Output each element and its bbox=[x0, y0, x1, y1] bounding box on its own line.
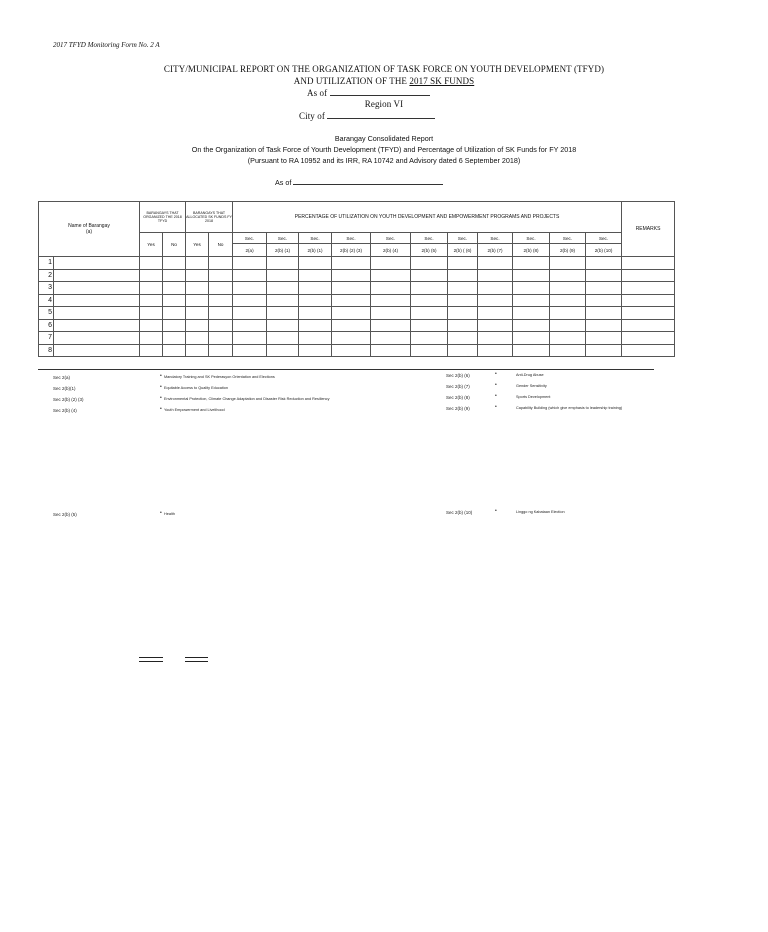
data-cell[interactable] bbox=[267, 332, 299, 345]
data-cell[interactable] bbox=[209, 269, 233, 282]
data-cell[interactable] bbox=[209, 332, 233, 345]
table-row bbox=[39, 319, 675, 332]
legend-description: Youth Empowerment and Livelihood bbox=[164, 408, 225, 412]
data-cell[interactable] bbox=[448, 319, 478, 332]
data-cell[interactable] bbox=[448, 332, 478, 345]
legend-bullet: • bbox=[495, 393, 497, 399]
remarks-cell[interactable] bbox=[622, 344, 675, 357]
legend-sec-code: Sec 2(b) (6) bbox=[446, 373, 470, 378]
data-cell[interactable] bbox=[233, 257, 267, 270]
legend-description: Gender Sensitivity bbox=[516, 384, 547, 388]
section-code: 2(b) (8) bbox=[513, 244, 550, 257]
data-cell[interactable] bbox=[163, 269, 186, 282]
row-number: 8 bbox=[39, 344, 54, 357]
data-cell[interactable] bbox=[209, 344, 233, 357]
data-cell[interactable] bbox=[233, 282, 267, 295]
legend-description: Capability Building (which give emphasis to leadership training) bbox=[516, 406, 623, 410]
barangay-name-cell[interactable] bbox=[54, 344, 140, 357]
table-row bbox=[39, 257, 675, 270]
region-label: Region VI bbox=[364, 99, 404, 109]
row-number: 1 bbox=[39, 257, 54, 270]
data-cell[interactable] bbox=[233, 307, 267, 320]
legend-bullet: • bbox=[160, 384, 162, 390]
data-cell[interactable] bbox=[140, 307, 163, 320]
data-cell[interactable] bbox=[186, 294, 209, 307]
section-code: 2(b) (4) bbox=[371, 244, 411, 257]
double-underline-left bbox=[139, 657, 163, 662]
data-cell[interactable] bbox=[478, 307, 513, 320]
sec-label: Sec. bbox=[299, 233, 332, 244]
row-number: 3 bbox=[39, 282, 54, 295]
data-cell[interactable] bbox=[513, 344, 550, 357]
row-number: 7 bbox=[39, 332, 54, 345]
data-cell[interactable] bbox=[233, 269, 267, 282]
data-cell[interactable] bbox=[411, 282, 448, 295]
data-cell[interactable] bbox=[513, 332, 550, 345]
data-cell[interactable] bbox=[371, 282, 411, 295]
report-title-line1: CITY/MUNICIPAL REPORT ON THE ORGANIZATION OF TASK FORCE ON YOUTH DEVELOPMENT (TFYD) bbox=[163, 64, 605, 74]
data-cell[interactable] bbox=[371, 344, 411, 357]
section-code: 2(a) bbox=[233, 244, 267, 257]
remarks-cell[interactable] bbox=[622, 294, 675, 307]
data-cell[interactable] bbox=[267, 282, 299, 295]
data-cell[interactable] bbox=[299, 282, 332, 295]
subheader-line3: (Pursuant to RA 10952 and its IRR, RA 10742 and Advisory dated 6 September 2018) bbox=[247, 156, 521, 165]
data-cell[interactable] bbox=[332, 294, 371, 307]
legend-description: Anti-Drug Abuse bbox=[516, 373, 544, 377]
legend-bullet: • bbox=[495, 404, 497, 410]
data-cell[interactable] bbox=[371, 269, 411, 282]
legend-description: Environmental Protection, Climate Change Adaptation and Disaster Risk Reduction and Resiliency bbox=[164, 397, 330, 401]
data-cell[interactable] bbox=[478, 294, 513, 307]
data-cell[interactable] bbox=[411, 344, 448, 357]
data-cell[interactable] bbox=[140, 294, 163, 307]
tfyd-no-header: No bbox=[163, 233, 186, 257]
data-cell[interactable] bbox=[299, 344, 332, 357]
data-cell[interactable] bbox=[233, 344, 267, 357]
barangay-name-cell[interactable] bbox=[54, 319, 140, 332]
data-cell[interactable] bbox=[513, 307, 550, 320]
subheader-line1: Barangay Consolidated Report bbox=[334, 134, 434, 143]
row-number: 6 bbox=[39, 319, 54, 332]
data-cell[interactable] bbox=[267, 294, 299, 307]
sec-label: Sec. bbox=[332, 233, 371, 244]
data-cell[interactable] bbox=[513, 257, 550, 270]
table-row bbox=[39, 344, 675, 357]
data-cell[interactable] bbox=[586, 269, 622, 282]
city-row bbox=[299, 111, 435, 121]
sec-label: Sec. bbox=[513, 233, 550, 244]
data-cell[interactable] bbox=[550, 307, 586, 320]
data-cell[interactable] bbox=[448, 257, 478, 270]
legend-bullet: • bbox=[160, 406, 162, 412]
remarks-cell[interactable] bbox=[622, 282, 675, 295]
data-cell[interactable] bbox=[448, 269, 478, 282]
data-cell[interactable] bbox=[371, 319, 411, 332]
report-title-line2 bbox=[0, 76, 768, 86]
data-cell[interactable] bbox=[209, 319, 233, 332]
title-line2-prefix: AND UTILIZATION OF THE bbox=[293, 76, 410, 86]
data-cell[interactable] bbox=[140, 332, 163, 345]
data-cell[interactable] bbox=[478, 257, 513, 270]
data-cell[interactable] bbox=[478, 282, 513, 295]
data-cell[interactable] bbox=[186, 269, 209, 282]
data-cell[interactable] bbox=[267, 319, 299, 332]
subheader-line2: On the Organization of Task Force of Yourth Development (TFYD) and Percentage of Utilization of SK Funds for FY 2018 bbox=[191, 145, 577, 154]
data-cell[interactable] bbox=[299, 269, 332, 282]
data-cell[interactable] bbox=[163, 257, 186, 270]
data-cell[interactable] bbox=[550, 344, 586, 357]
data-cell[interactable] bbox=[586, 319, 622, 332]
sec-label: Sec. bbox=[233, 233, 267, 244]
data-cell[interactable] bbox=[478, 319, 513, 332]
city-label: City of bbox=[299, 111, 325, 121]
sec-label: Sec. bbox=[267, 233, 299, 244]
data-cell[interactable] bbox=[332, 282, 371, 295]
data-cell[interactable] bbox=[267, 344, 299, 357]
remarks-cell[interactable] bbox=[622, 307, 675, 320]
row-number: 2 bbox=[39, 269, 54, 282]
data-cell[interactable] bbox=[550, 294, 586, 307]
data-cell[interactable] bbox=[411, 269, 448, 282]
legend-bullet: • bbox=[160, 510, 162, 516]
title-line2-underlined: 2017 SK FUNDS bbox=[409, 76, 475, 86]
data-cell[interactable] bbox=[586, 257, 622, 270]
data-cell[interactable] bbox=[299, 319, 332, 332]
sec-label: Sec. bbox=[411, 233, 448, 244]
barangay-name-cell[interactable] bbox=[54, 294, 140, 307]
as-of-label: As of bbox=[307, 88, 328, 98]
barangay-name-cell[interactable] bbox=[54, 282, 140, 295]
data-cell[interactable] bbox=[513, 319, 550, 332]
percentage-header: PERCENTAGE OF UTILIZATION ON YOUTH DEVELOPMENT AND EMPOWERMENT PROGRAMS AND PROJECTS bbox=[233, 202, 622, 233]
legend-bullet: • bbox=[495, 371, 497, 377]
sec-label: Sec. bbox=[371, 233, 411, 244]
data-cell[interactable] bbox=[186, 282, 209, 295]
data-cell[interactable] bbox=[233, 294, 267, 307]
remarks-cell[interactable] bbox=[622, 269, 675, 282]
data-cell[interactable] bbox=[448, 282, 478, 295]
tfyd-header: BARANGAYS THAT ORGANIZED THE 2018 TFYD bbox=[140, 202, 186, 233]
data-cell[interactable] bbox=[140, 257, 163, 270]
section-code: 2(b) ( (6) bbox=[448, 244, 478, 257]
data-cell[interactable] bbox=[550, 269, 586, 282]
data-cell[interactable] bbox=[586, 332, 622, 345]
data-cell[interactable] bbox=[267, 269, 299, 282]
data-cell[interactable] bbox=[411, 319, 448, 332]
data-cell[interactable] bbox=[332, 269, 371, 282]
barangay-name-cell[interactable] bbox=[54, 332, 140, 345]
section-code: 2(b) (2) (3) bbox=[332, 244, 371, 257]
data-cell[interactable] bbox=[186, 344, 209, 357]
data-cell[interactable] bbox=[478, 344, 513, 357]
as-of-blank[interactable] bbox=[330, 88, 430, 96]
name-of-barangay-header bbox=[39, 202, 140, 257]
remarks-cell[interactable] bbox=[622, 257, 675, 270]
sec-label: Sec. bbox=[550, 233, 586, 244]
data-cell[interactable] bbox=[411, 332, 448, 345]
name-header-sub: (a) bbox=[85, 229, 93, 235]
legend-bullet: • bbox=[495, 382, 497, 388]
data-cell[interactable] bbox=[299, 294, 332, 307]
data-cell[interactable] bbox=[233, 332, 267, 345]
form-number: 2017 TFYD Monitoring Form No. 2 A bbox=[53, 41, 160, 49]
funds-header: BARANGAYS THAT ALLOCATED SK FUNDS FY 2018 bbox=[186, 202, 233, 233]
section-code: 2(b) (7) bbox=[478, 244, 513, 257]
as-of-row bbox=[307, 88, 430, 98]
data-cell[interactable] bbox=[209, 257, 233, 270]
legend-sec-2b5: Sec 2(b) (5) bbox=[53, 512, 77, 517]
legend-description: Mandatory Training and SK Pederasyon Orientation and Elections bbox=[164, 375, 275, 379]
data-cell[interactable] bbox=[371, 332, 411, 345]
section-code: 2(b) (10) bbox=[586, 244, 622, 257]
sub-as-of-row bbox=[275, 178, 443, 187]
data-cell[interactable] bbox=[550, 257, 586, 270]
funds-no-header: No bbox=[209, 233, 233, 257]
data-cell[interactable] bbox=[332, 344, 371, 357]
section-code: 2(b) (1) bbox=[299, 244, 332, 257]
row-number: 5 bbox=[39, 307, 54, 320]
table-row bbox=[39, 282, 675, 295]
legend-linggo: Linggo ng Kabataan Election bbox=[516, 510, 565, 514]
data-cell[interactable] bbox=[478, 269, 513, 282]
sec-label: Sec. bbox=[478, 233, 513, 244]
data-cell[interactable] bbox=[209, 282, 233, 295]
data-cell[interactable] bbox=[140, 344, 163, 357]
data-cell[interactable] bbox=[411, 307, 448, 320]
data-cell[interactable] bbox=[299, 332, 332, 345]
legend-sec-2b10: Sec 2(b) (10) bbox=[446, 510, 473, 515]
consolidated-table bbox=[38, 201, 675, 357]
data-cell[interactable] bbox=[586, 282, 622, 295]
table-row bbox=[39, 269, 675, 282]
table-row bbox=[39, 307, 675, 320]
data-cell[interactable] bbox=[163, 344, 186, 357]
data-cell[interactable] bbox=[371, 257, 411, 270]
data-cell[interactable] bbox=[478, 332, 513, 345]
data-cell[interactable] bbox=[586, 344, 622, 357]
table-body bbox=[39, 257, 675, 357]
legend-sec-code: Sec 2(b) (9) bbox=[446, 406, 470, 411]
data-cell[interactable] bbox=[332, 307, 371, 320]
legend-sec-code: Sec 2(b) (7) bbox=[446, 384, 470, 389]
data-cell[interactable] bbox=[299, 307, 332, 320]
legend-bullet: • bbox=[495, 508, 497, 514]
data-cell[interactable] bbox=[163, 307, 186, 320]
tfyd-yes-header: Yes bbox=[140, 233, 163, 257]
data-cell[interactable] bbox=[513, 282, 550, 295]
data-cell[interactable] bbox=[186, 307, 209, 320]
data-cell[interactable] bbox=[163, 319, 186, 332]
data-cell[interactable] bbox=[163, 332, 186, 345]
data-cell[interactable] bbox=[163, 282, 186, 295]
data-cell[interactable] bbox=[411, 294, 448, 307]
data-cell[interactable] bbox=[513, 294, 550, 307]
legend-sec-code: Sec 2(b)(1) bbox=[53, 386, 76, 391]
legend-health: Health bbox=[164, 512, 175, 516]
data-cell[interactable] bbox=[140, 282, 163, 295]
funds-yes-header: Yes bbox=[186, 233, 209, 257]
data-cell[interactable] bbox=[299, 257, 332, 270]
sub-as-of-label: As of bbox=[275, 178, 292, 187]
data-cell[interactable] bbox=[332, 257, 371, 270]
data-cell[interactable] bbox=[186, 332, 209, 345]
data-cell[interactable] bbox=[550, 282, 586, 295]
data-cell[interactable] bbox=[233, 319, 267, 332]
legend-description: Equitable Access to Quality Education bbox=[164, 386, 228, 390]
sub-as-of-blank[interactable] bbox=[293, 178, 443, 185]
table-row bbox=[39, 294, 675, 307]
data-cell[interactable] bbox=[186, 257, 209, 270]
data-cell[interactable] bbox=[411, 257, 448, 270]
data-cell[interactable] bbox=[163, 294, 186, 307]
data-cell[interactable] bbox=[513, 269, 550, 282]
section-code: 2(b) (9) bbox=[550, 244, 586, 257]
legend-bullet: • bbox=[160, 395, 162, 401]
remarks-cell[interactable] bbox=[622, 319, 675, 332]
data-cell[interactable] bbox=[267, 257, 299, 270]
barangay-name-cell[interactable] bbox=[54, 307, 140, 320]
data-cell[interactable] bbox=[209, 294, 233, 307]
legend-description: Sports Development bbox=[516, 395, 551, 399]
legend-sec-code: Sec 2(b) (2) (3) bbox=[53, 397, 84, 402]
legend-sec-code: Sec 2(b) (4) bbox=[53, 408, 77, 413]
data-cell[interactable] bbox=[332, 319, 371, 332]
data-cell[interactable] bbox=[586, 307, 622, 320]
data-cell[interactable] bbox=[586, 294, 622, 307]
data-cell[interactable] bbox=[550, 332, 586, 345]
double-underline-right bbox=[185, 657, 208, 662]
barangay-name-cell[interactable] bbox=[54, 269, 140, 282]
data-cell[interactable] bbox=[371, 307, 411, 320]
remarks-cell[interactable] bbox=[622, 332, 675, 345]
section-code: 2(b) (1) bbox=[267, 244, 299, 257]
data-cell[interactable] bbox=[140, 269, 163, 282]
data-cell[interactable] bbox=[332, 332, 371, 345]
row-number: 4 bbox=[39, 294, 54, 307]
barangay-name-cell[interactable] bbox=[54, 257, 140, 270]
sec-label: Sec. bbox=[586, 233, 622, 244]
legend-sec-code: Sec 2(b) (8) bbox=[446, 395, 470, 400]
data-cell[interactable] bbox=[371, 294, 411, 307]
separator-line bbox=[38, 369, 654, 370]
data-cell[interactable] bbox=[448, 294, 478, 307]
data-cell[interactable] bbox=[267, 307, 299, 320]
legend-sec-code: Sec 2(a) bbox=[53, 375, 71, 380]
data-cell[interactable] bbox=[209, 307, 233, 320]
data-cell[interactable] bbox=[550, 319, 586, 332]
sec-label: Sec. bbox=[448, 233, 478, 244]
remarks-header: REMARKS bbox=[622, 202, 675, 257]
data-cell[interactable] bbox=[448, 344, 478, 357]
legend-bullet: • bbox=[160, 373, 162, 379]
data-cell[interactable] bbox=[448, 307, 478, 320]
data-cell[interactable] bbox=[186, 319, 209, 332]
section-code: 2(b) (5) bbox=[411, 244, 448, 257]
table-row bbox=[39, 332, 675, 345]
city-blank[interactable] bbox=[327, 111, 435, 119]
data-cell[interactable] bbox=[140, 319, 163, 332]
name-header-label: Name of Barangay bbox=[68, 223, 110, 229]
